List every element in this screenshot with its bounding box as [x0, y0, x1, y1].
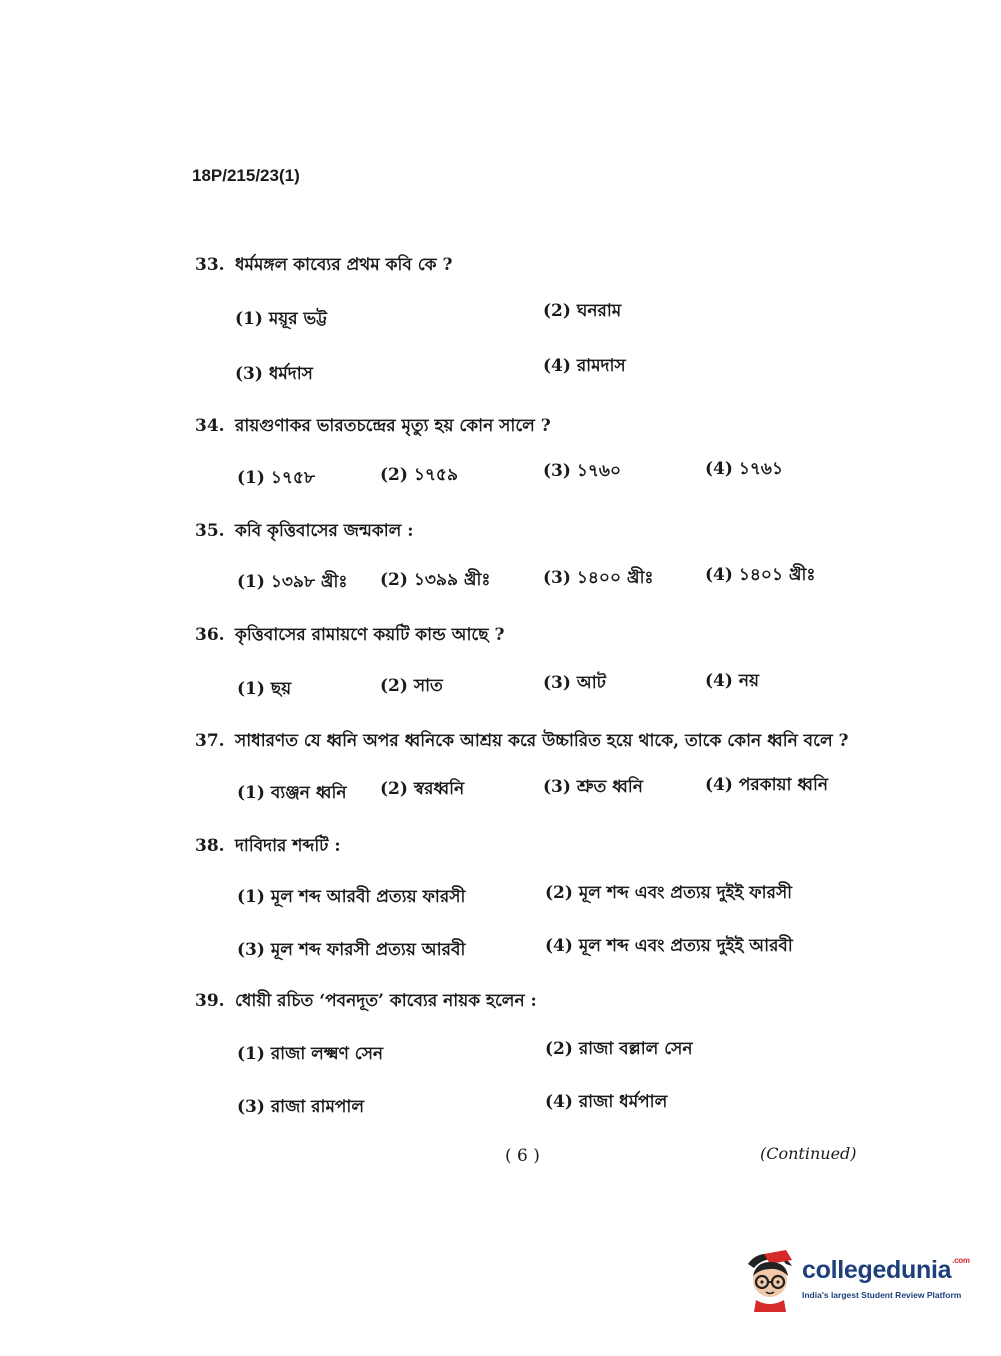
question-number: 38. — [195, 836, 225, 856]
question-number: 37. — [195, 731, 225, 751]
option: (2) সাত — [380, 676, 443, 696]
option: (3) মূল শব্দ ফারসী প্রত্যয় আরবী — [237, 940, 466, 960]
question-39 — [195, 988, 537, 1016]
page-code: 18P/215/23(1) — [192, 166, 300, 185]
question-38 — [195, 833, 341, 861]
question-text: দাবিদার শব্দটি : — [235, 836, 341, 856]
option: (4) ১৭৬১ — [705, 459, 784, 479]
option: (3) রাজা রামপাল — [237, 1097, 365, 1117]
question-33 — [195, 252, 452, 280]
option: (1) ব্যঞ্জন ধ্বনি — [237, 783, 347, 803]
option: (4) নয় — [705, 671, 759, 691]
option: (4) ১৪০১ খ্রীঃ — [705, 565, 816, 585]
option: (1) মূল শব্দ আরবী প্রত্যয় ফারসী — [237, 887, 466, 907]
option: (2) স্বরধ্বনি — [380, 779, 465, 799]
question-text: ধোয়ী রচিত ‘পবনদূত’ কাব্যের নায়ক হলেন : — [235, 991, 537, 1011]
question-37 — [195, 728, 849, 756]
option: (2) ১৭৫৯ — [380, 465, 458, 485]
question-36 — [195, 622, 504, 650]
option: (1) ১৭৫৮ — [237, 468, 315, 488]
question-number: 36. — [195, 625, 225, 645]
option: (4) পরকায়া ধ্বনি — [705, 775, 829, 795]
brand-suffix: .com — [952, 1256, 970, 1265]
question-35 — [195, 518, 414, 546]
option: (3) আট — [543, 673, 606, 693]
question-number: 33. — [195, 255, 225, 275]
option: (2) ঘনরাম — [543, 301, 622, 321]
option: (3) ১৭৬০ — [543, 461, 622, 481]
option: (1) ময়ূর ভট্ট — [235, 309, 327, 329]
question-number: 35. — [195, 521, 225, 541]
option: (2) ১৩৯৯ খ্রীঃ — [380, 570, 491, 590]
option: (4) রাজা ধর্মপাল — [545, 1092, 668, 1112]
brand-name: collegedunia$^{.com}$ — [802, 1256, 970, 1284]
question-number: 34. — [195, 416, 225, 436]
option: (1) ১৩৯৮ খ্রীঃ — [237, 572, 348, 592]
student-mascot-icon — [742, 1250, 800, 1312]
option: (4) মূল শব্দ এবং প্রত্যয় দুইই আরবী — [545, 936, 793, 956]
continued-label: (Continued) — [760, 1144, 857, 1163]
option: (1) রাজা লক্ষ্মণ সেন — [237, 1044, 384, 1064]
option: (4) রামদাস — [543, 356, 626, 376]
watermark-logo — [742, 1250, 972, 1312]
question-text: রায়গুণাকর ভারতচন্দ্রের মৃত্যু হয় কোন সালে ? — [235, 416, 551, 436]
brand-tagline: India's largest Student Review Platform — [802, 1290, 962, 1300]
option: (3) ধর্মদাস — [235, 364, 313, 384]
question-text: সাধারণত যে ধ্বনি অপর ধ্বনিকে আশ্রয় করে উচ্চারিত হয়ে থাকে, তাকে কোন ধ্বনি বলে ? — [235, 731, 849, 751]
option: (2) মূল শব্দ এবং প্রত্যয় দুইই ফারসী — [545, 883, 793, 903]
question-text: ধর্মমঙ্গল কাব্যের প্রথম কবি কে ? — [235, 255, 453, 275]
page-number: ( 6 ) — [505, 1146, 540, 1166]
question-34 — [195, 413, 551, 441]
option: (2) রাজা বল্লাল সেন — [545, 1039, 693, 1059]
question-text: কৃত্তিবাসের রামায়ণে কয়টি কান্ড আছে ? — [235, 625, 505, 645]
question-text: কবি কৃত্তিবাসের জন্মকাল : — [235, 521, 414, 541]
question-number: 39. — [195, 991, 225, 1011]
option: (3) শ্রুত ধ্বনি — [543, 777, 643, 797]
option: (1) ছয় — [237, 679, 292, 699]
option: (3) ১৪০০ খ্রীঃ — [543, 568, 654, 588]
